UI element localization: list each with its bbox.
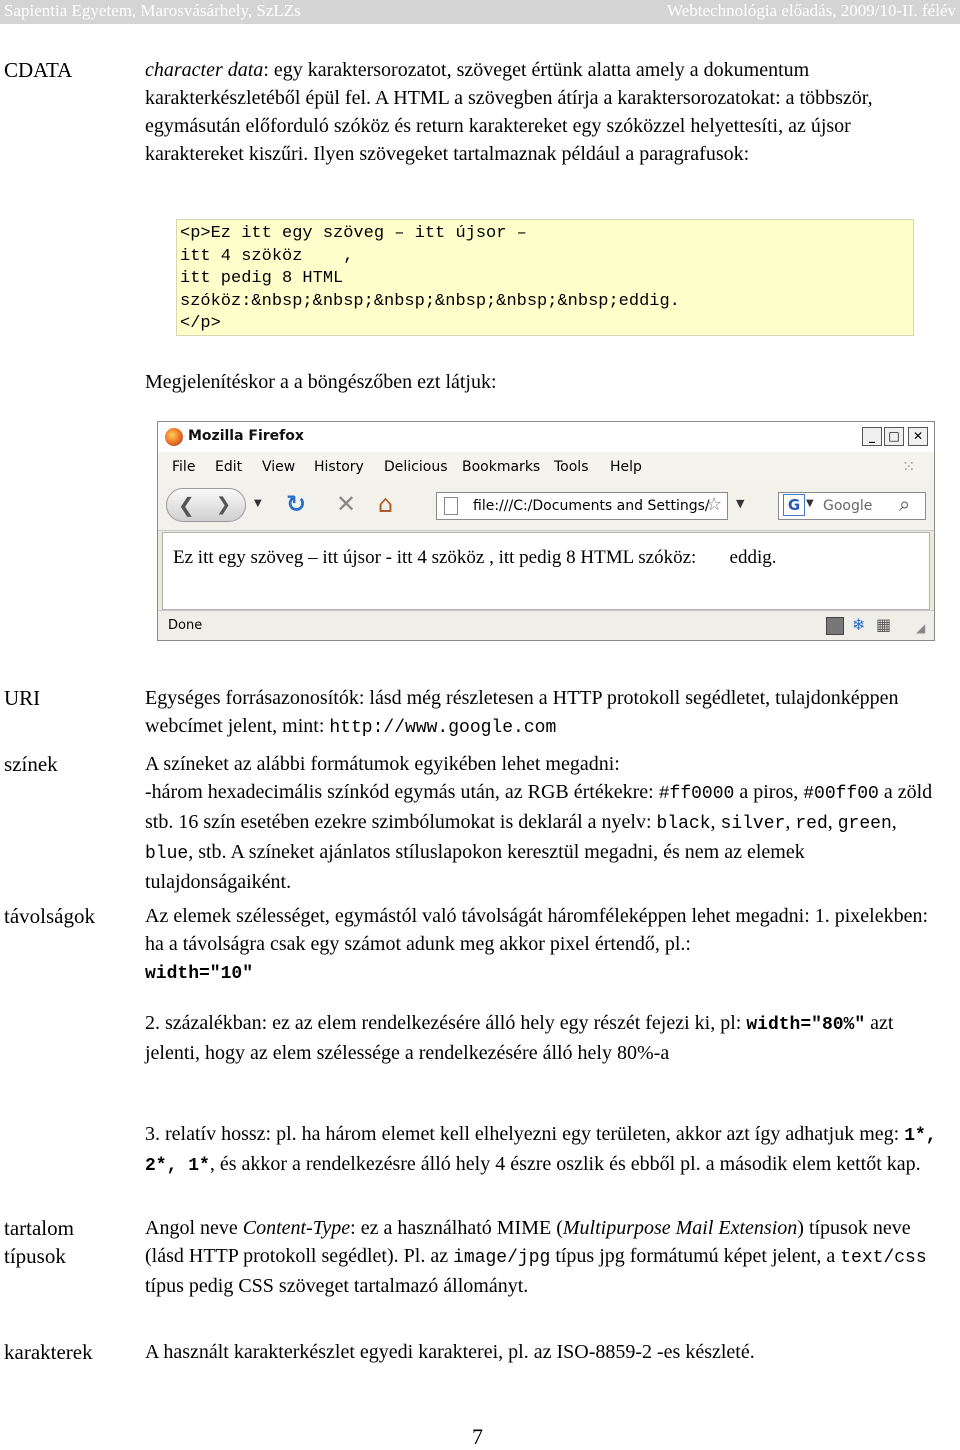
search-input[interactable]: Google xyxy=(778,492,926,520)
tavolsagok-text: 2. százalékban: ez az elem rendelkezésére álló hely egy részét fejezi ki, pl: xyxy=(145,1012,747,1034)
browser-titlebar xyxy=(158,422,934,452)
menu-delicious[interactable]: Delicious xyxy=(384,459,448,475)
browser-content xyxy=(162,532,930,610)
resize-grip-icon[interactable]: ◢ xyxy=(916,621,926,635)
browser-statusbar xyxy=(158,610,934,641)
url-input[interactable]: file:///C:/Documents and Settings/ xyxy=(436,492,728,520)
browser-menubar xyxy=(158,452,934,480)
tavolsagok-text: 3. relatív hossz: pl. ha három elemet kell elhelyezni egy területen, akkor azt így adhatjuk meg: xyxy=(145,1123,905,1145)
tavolsagok-text: azt jelenti, hogy az elem szélessége a rendelkezésére álló hely 80%-a xyxy=(145,1012,894,1064)
code-text-css: text/css xyxy=(840,1248,927,1268)
history-dropdown-icon[interactable]: ▼ xyxy=(254,498,262,509)
page-number: 7 xyxy=(472,1424,483,1449)
code-image-jpg: image/jpg xyxy=(453,1248,551,1268)
menu-history[interactable]: History xyxy=(314,459,364,475)
browser-title: Mozilla Firefox xyxy=(188,428,304,444)
tartalom-text: : ez a használható MIME ( xyxy=(350,1217,563,1239)
cdata-after: Megjelenítéskor a a böngészőben ezt látjuk: xyxy=(145,371,497,393)
code-green: green xyxy=(837,814,892,834)
menu-view[interactable]: View xyxy=(262,459,296,475)
firefox-logo-icon xyxy=(165,428,183,446)
close-icon[interactable]: ✕ xyxy=(908,427,928,446)
uri-example: http://www.google.com xyxy=(329,718,557,738)
szinek-text: a piros, xyxy=(734,781,804,803)
code-green-hex: #00ff00 xyxy=(803,784,879,804)
szinek-text: a zöld stb. 16 szín esetében ezekre szimbólumokat is deklarál a nyelv: xyxy=(145,781,933,833)
url-dropdown-icon[interactable]: ▼ xyxy=(736,497,745,510)
def-szinek: A színeket az alábbi formátumok egyikében lehet megadni: -három hexadecimális színkód egymás után, az RGB értékekre: #ff0000 a piros, #00ff00 a zöld stb. 16 szín esetében ezekre szimbólumokat is deklarál a nyelv: black, silver, red, green, blue, stb. A színeket ajánlatos stíluslapokon keresztül megadni, és nem az elemek tulajdonságaiként. xyxy=(145,750,945,896)
menu-help[interactable]: Help xyxy=(610,459,642,475)
search-icon[interactable]: ⌕ xyxy=(899,492,911,516)
forward-icon[interactable]: ❯ xyxy=(216,494,232,515)
code-red-hex: #ff0000 xyxy=(658,784,735,804)
google-icon[interactable]: G xyxy=(783,494,805,516)
tartalom-italic: Content-Type xyxy=(242,1217,351,1239)
term-szinek: színek xyxy=(4,752,58,776)
delicious-icon[interactable] xyxy=(826,617,844,635)
uri-text: Egységes forrásazonosítók: lásd még részletesen a HTTP protokoll segédletet, tulajdonképpen webcímet jelent, mint: xyxy=(145,687,899,737)
def-tavolsagok-2 xyxy=(145,1009,945,1067)
code-red: red xyxy=(795,814,828,834)
home-icon[interactable]: ⌂ xyxy=(378,490,394,518)
def-karakterek: A használt karakterkészlet egyedi karakterei, pl. az ISO-8859-2 -es készleté. xyxy=(145,1341,755,1363)
maximize-icon[interactable]: □ xyxy=(884,427,904,446)
code-silver: silver xyxy=(720,814,786,834)
code-blue: blue xyxy=(145,844,189,864)
szinek-line1: A színeket az alábbi formátumok egyikében lehet megadni: xyxy=(145,753,620,775)
term-tavolsagok: távolságok xyxy=(4,904,95,928)
page-header xyxy=(0,0,960,24)
cdata-text: : egy karaktersorozatot, szöveget értünk alatta amely a dokumentum karakterkészletéből épül fel. A HTML a szövegben átírja a karaktersorozatokat: a többször, egymásután előforduló szóköz és return karaktereket egy szóközzel helyettesíti, az újsor karaktereket kiszűri. Ilyen szövegeket tartalmaznak például a paragrafusok: xyxy=(145,59,873,165)
szinek-text: -három hexadecimális színkód egymás után, az RGB értékekre: xyxy=(145,781,659,803)
term-cdata: CDATA xyxy=(4,58,73,82)
reload-icon[interactable]: ↻ xyxy=(286,490,307,518)
code-black: black xyxy=(656,814,711,834)
header-right: Webtechnológia előadás, 2009/10-II. félév xyxy=(667,1,956,20)
menu-edit[interactable]: Edit xyxy=(215,459,243,475)
code-width-80: width="80%" xyxy=(746,1015,866,1035)
stop-icon[interactable]: ✕ xyxy=(336,490,357,518)
menu-bookmarks[interactable]: Bookmarks xyxy=(462,459,541,475)
cdata-italic: character data xyxy=(145,59,264,81)
search-engine-dropdown-icon[interactable]: ▼ xyxy=(806,498,814,509)
term-uri: URI xyxy=(4,686,41,710)
term-karakterek: karakterek xyxy=(4,1340,93,1364)
code-width-10: width="10" xyxy=(145,964,254,984)
tartalom-text: típus pedig CSS szöveget tartalmazó állományt. xyxy=(145,1275,529,1297)
page-icon xyxy=(444,497,458,515)
throbber-icon: ⁙ xyxy=(902,457,916,476)
term-line: tartalom xyxy=(4,1216,74,1240)
tartalom-text: ) típusok neve (lásd HTTP protokoll segédlet). Pl. az xyxy=(145,1217,911,1267)
rendered-paragraph: Ez itt egy szöveg – itt újsor - itt 4 szököz , itt pedig 8 HTML szóköz: eddig. xyxy=(173,547,777,568)
bookmark-star-icon[interactable]: ☆ xyxy=(706,494,723,515)
menu-tools[interactable]: Tools xyxy=(554,459,589,475)
browser-screenshot xyxy=(157,421,935,641)
header-left: Sapientia Egyetem, Marosvásárhely, SzLZs xyxy=(4,1,301,20)
tavolsagok-text: , és akkor a rendelkezésre álló hely 4 észre oszlik és ebből pl. a második elem kettőt kap. xyxy=(209,1153,921,1175)
tavolsagok-text: Az elemek szélességet, egymástól való távolságát háromféleképpen lehet megadni: 1. pixelekben: ha a távolságra csak egy számot adunk meg akkor pixel értendő, pl.: xyxy=(145,905,929,955)
code-relative: 1*, 2*, 1* xyxy=(145,1126,937,1176)
menu-file[interactable]: File xyxy=(172,459,196,475)
code-block: <p>Ez itt egy szöveg – itt újsor – itt 4 szököz , itt pedig 8 HTML szóköz:&nbsp;&nbsp;&nbsp;&nbsp;&nbsp;&nbsp;eddig. </p> xyxy=(176,219,914,336)
tartalom-italic: Multipurpose Mail Extension xyxy=(562,1217,798,1239)
szinek-text: , stb. A színeket ajánlatos stíluslapokon keresztül megadni, és nem az elemek tulajdonságaiként. xyxy=(145,841,805,893)
snowflake-icon[interactable]: ❄ xyxy=(852,615,866,634)
def-uri xyxy=(145,684,945,742)
term-line: típusok xyxy=(4,1244,66,1268)
tartalom-text: típus jpg formátumú képet jelent, a xyxy=(550,1245,841,1267)
browser-navbar xyxy=(158,480,934,531)
minimize-icon[interactable]: _ xyxy=(862,427,882,446)
term-tartalom-tipusok xyxy=(4,1214,74,1270)
def-tartalom xyxy=(145,1214,945,1300)
def-tavolsagok-3 xyxy=(145,1120,945,1180)
status-text: Done xyxy=(168,618,203,633)
def-cdata xyxy=(145,56,945,168)
addon-icon[interactable]: ▦ xyxy=(876,615,892,634)
tartalom-text: Angol neve xyxy=(145,1217,243,1239)
def-tavolsagok xyxy=(145,902,945,988)
back-icon[interactable]: ❮ xyxy=(178,493,195,517)
